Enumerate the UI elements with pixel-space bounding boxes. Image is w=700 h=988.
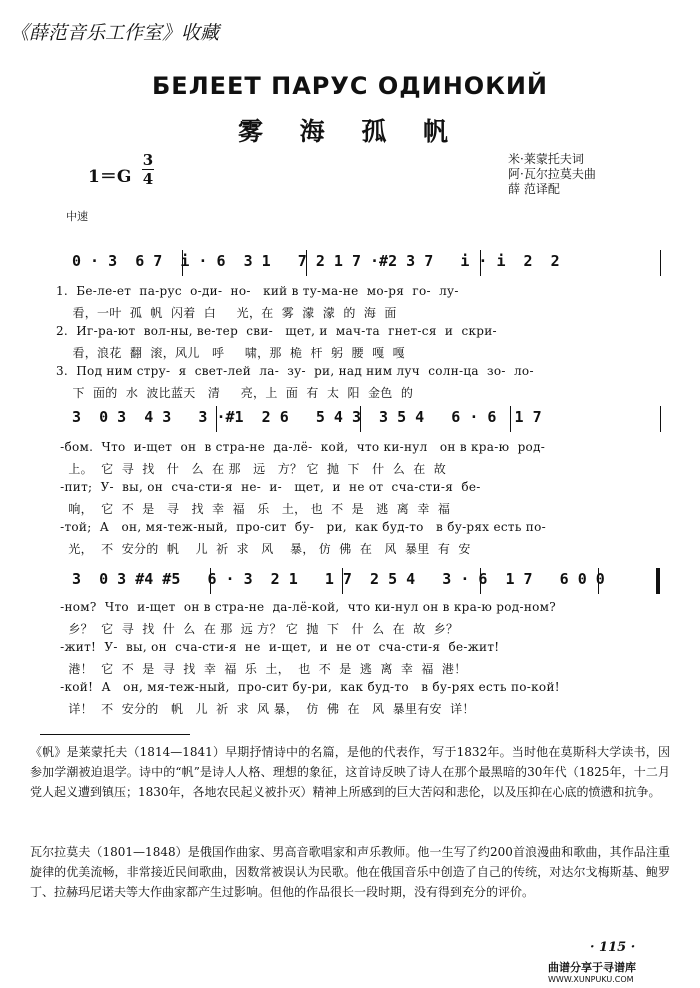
title-chinese: 雾 海 孤 帆 bbox=[237, 117, 463, 146]
collection-label: 《薛范音乐工作室》收藏 bbox=[10, 22, 220, 44]
notation-line: 3 0 3 #4 #5 6 · 3 2 1 1 7 2 5 4 3 · 6 1 7 6 0 0 bbox=[72, 570, 605, 588]
lyric-line: 3. Под ним стру- я свет-лей ла- зу- ри, над ним луч солн-ца зо- ло- bbox=[56, 364, 534, 378]
lyric-line: 上。 它 寻 找 什 么 在 那 远 方？ 它 抛 下 什 么 在 故 bbox=[56, 462, 447, 476]
lyric-line: 光， 不 安分的 帆 儿 祈 求 风 暴， 仿 佛 在 风 暴里 有 安 bbox=[56, 542, 471, 556]
watermark-url: WWW.XUNPUKU.COM bbox=[548, 975, 634, 984]
lyric-line: -ном? Что и-щет он в стра-не да-лё-кой, что ки-нул он в кра-ю род-ном? bbox=[56, 600, 557, 614]
tempo-marking: 中速 bbox=[66, 210, 88, 223]
credits bbox=[508, 152, 596, 197]
lyric-line: 港！ 它 不 是 寻 找 幸 福 乐 土， 也 不 是 逃 离 幸 福 港！ bbox=[56, 662, 467, 676]
time-signature bbox=[142, 151, 154, 188]
lyric-line: -той; А он, мя-теж-ный, про-сит бу- ри, как буд-то в бу-рях есть по- bbox=[56, 520, 546, 534]
watermark-text: 曲谱分享于寻谱库 bbox=[548, 961, 636, 974]
footnote-divider bbox=[40, 734, 190, 735]
lyric-line: 下 面的 水 波比蓝天 清 亮，上 面 有 太 阳 金色 的 bbox=[56, 386, 414, 400]
key-signature: 1＝G bbox=[88, 167, 132, 187]
lyric-line: 乡？ 它 寻 找 什 么 在 那 远 方？ 它 抛 下 什 么 在 故 乡？ bbox=[56, 622, 459, 636]
lyric-line: 响， 它 不 是 寻 找 幸 福 乐 土， 也 不 是 逃 离 幸 福 bbox=[56, 502, 451, 516]
lyric-line: 1. Бе-ле-ет па-рус о-ди- но- кий в ту-ма-не мо-ря го- лу- bbox=[56, 284, 459, 298]
lyric-line: 2. Иг-ра-ют вол-ны, ве-тер сви- щет, и мач-та гнет-ся и скри- bbox=[56, 324, 497, 338]
footnote-poem: 《帆》是莱蒙托夫（1814—1841）早期抒情诗中的名篇，是他的代表作，写于1832年。当时他在莫斯科大学读书，因参加学潮被迫退学。诗中的“帆”是诗人人格、理想的象征，这首诗反映了诗人在那个最黑暗的30年代（1825年，十二月党人起义遭到镇压；1830年，各地农民起义被扑灭）精神上所感到的巨大苦闷和悲伦，以及压抑在心底的愤懑和抗争。 bbox=[30, 745, 670, 799]
title-russian: БЕЛЕЕТ ПАРУС ОДИНОКИЙ bbox=[152, 72, 548, 100]
notation-line: 0 · 3 6 7 i · 6 3 1 7 2 1 7 ·#2 3 7 i · i 2 2 bbox=[72, 252, 560, 270]
lyric-line: 看，一叶 孤 帆 闪着 白 光，在 雾 濛 濛 的 海 面 bbox=[56, 306, 397, 320]
lyric-line: -кой! А он, мя-теж-ный, про-сит бу-ри, как буд-то в бу-рях есть по-кой! bbox=[56, 680, 560, 694]
lyric-line: 详！ 不 安分的 帆 儿 祈 求 风 暴， 仿 佛 在 风 暴里有安 详！ bbox=[56, 702, 475, 716]
lyric-line: -бом. Что и-щет он в стра-не да-лё- кой, что ки-нул он в кра-ю род- bbox=[56, 440, 546, 454]
lyric-line: -жит! У- вы, он сча-сти-я не и-щет, и не от сча-сти-я бе-жит! bbox=[56, 640, 500, 654]
credit-translator: 薛 范译配 bbox=[508, 182, 560, 196]
notation-line: 3 0 3 4 3 3 ·#1 2 6 5 4 3 3 5 4 6 · 6 1 7 bbox=[72, 408, 542, 426]
footnote-composer: 瓦尔拉莫夫（1801—1848）是俄国作曲家、男高音歌唱家和声乐教师。他一生写了约200首浪漫曲和歌曲，其作品注重旋律的优美流畅，非常接近民间歌曲，因数常被误认为民歌。他在俄国音乐中创造了自己的传统，对达尔戈梅斯基、鲍罗丁、拉赫玛尼诺夫等大作曲家都产生过影响。但他的作品很长一段时期，没有得到充分的评价。 bbox=[30, 845, 670, 899]
credit-lyricist: 米·莱蒙托夫词 bbox=[508, 152, 584, 166]
time-top: 3 bbox=[142, 151, 154, 169]
page-number: · 115 · bbox=[590, 940, 636, 955]
credit-composer: 阿·瓦尔拉莫夫曲 bbox=[508, 167, 596, 181]
lyric-line: -пит; У- вы, он сча-сти-я не- и- щет, и не от сча-сти-я бе- bbox=[56, 480, 481, 494]
time-bottom: 4 bbox=[142, 170, 154, 188]
lyric-line: 看，浪花 翻 滚，风儿 呼 啸，那 桅 杆 躬 腰 嘎 嘎 bbox=[56, 346, 405, 360]
watermark bbox=[548, 962, 636, 986]
